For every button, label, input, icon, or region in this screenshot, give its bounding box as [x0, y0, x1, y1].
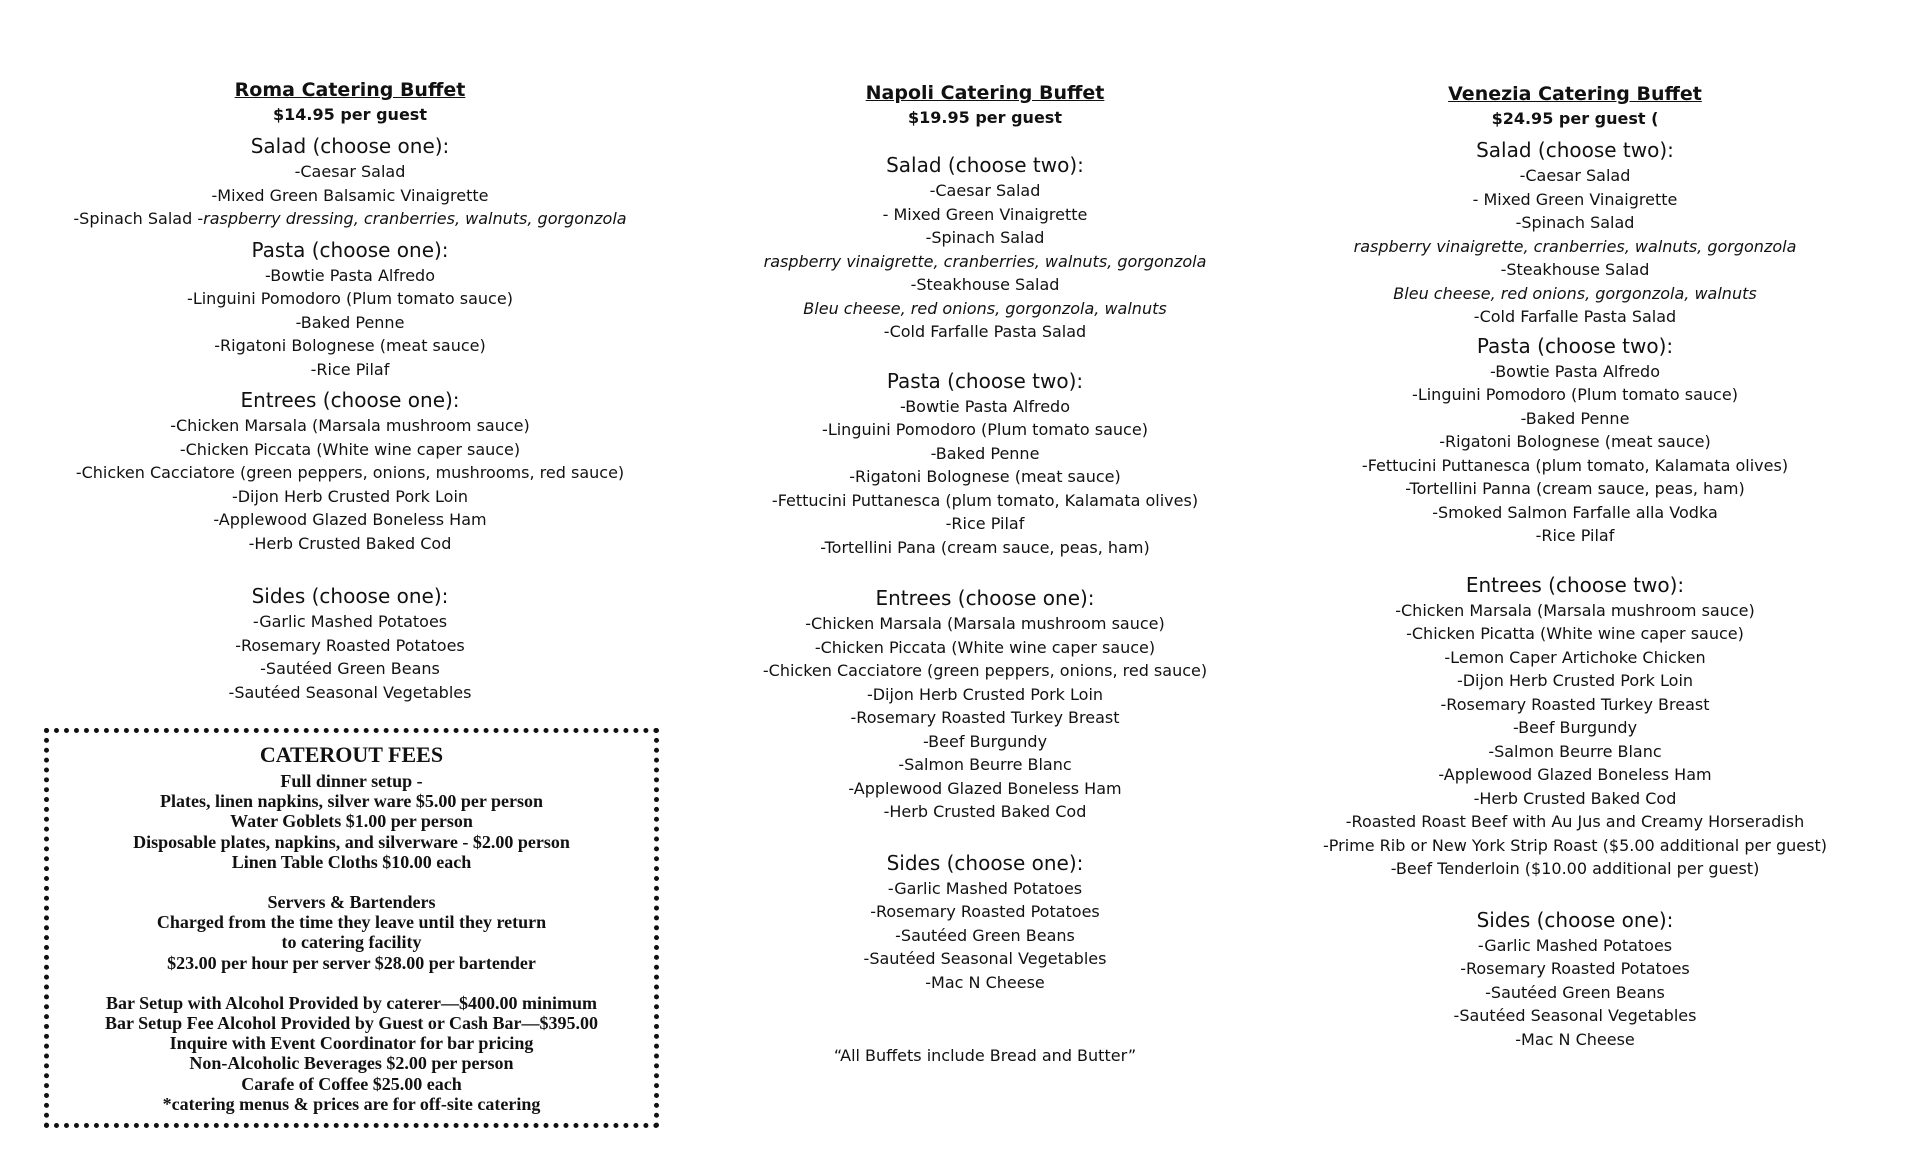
menu-item: -Rice Pilaf: [945, 514, 1025, 533]
menu-item: -Chicken Marsala (Marsala mushroom sauce): [805, 614, 1165, 633]
fee-line: Plates, linen napkins, silver ware $5.00 per person: [159, 791, 544, 812]
napoli-pasta-heading: Pasta (choose two):: [886, 368, 1084, 393]
fee-line: Bar Setup Fee Alcohol Provided by Guest or Cash Bar—$395.00: [104, 1013, 599, 1034]
menu-item: -Rosemary Roasted Potatoes: [1460, 959, 1690, 978]
menu-item: -Lemon Caper Artichoke Chicken: [1444, 647, 1706, 667]
spinach-detail: raspberry dressing, cranberries, walnuts, gorgonzola: [203, 209, 627, 228]
menu-item-note: Bleu cheese, red onions, gorgonzola, walnuts: [803, 298, 1167, 318]
venezia-salad-heading: Salad (choose two):: [1476, 138, 1674, 162]
fee-line: Non-Alcoholic Beverages $2.00 per person: [189, 1053, 514, 1074]
menu-item: -Tortellini Panna (cream sauce, peas, ham): [1405, 479, 1745, 498]
menu-item-note: Bleu cheese, red onions, gorgonzola, walnuts: [1393, 283, 1757, 303]
menu-item: -Linguini Pomodoro (Plum tomato sauce): [822, 420, 1148, 439]
menu-item-note: raspberry vinaigrette, cranberries, walnuts, gorgonzola: [763, 251, 1207, 271]
menu-item: -Smoked Salmon Farfalle alla Vodka: [1432, 502, 1718, 522]
menu-item: -Rosemary Roasted Turkey Breast: [1440, 694, 1710, 714]
roma-price: $14.95 per guest: [273, 105, 427, 124]
fee-line: Bar Setup with Alcohol Provided by caterer—$400.00 minimum: [105, 992, 597, 1013]
venezia-entrees-heading: Entrees (choose two):: [1465, 572, 1685, 597]
menu-item: -Baked Penne: [930, 443, 1040, 463]
menu-item: -Chicken Marsala (Marsala mushroom sauce): [1395, 600, 1755, 620]
napoli-price: $19.95 per guest: [908, 108, 1062, 127]
roma-pasta-heading: Pasta (choose one):: [251, 237, 449, 262]
napoli-sides-heading: Sides (choose one):: [886, 850, 1084, 875]
roma-salad-heading: Salad (choose one):: [250, 134, 450, 158]
menu-item: -Herb Crusted Baked Cod: [248, 533, 452, 553]
menu-item: -Dijon Herb Crusted Pork Loin: [866, 684, 1104, 704]
menu-item: -Sautéed Green Beans: [260, 659, 440, 678]
menu-item: -Sautéed Seasonal Vegetables: [228, 682, 472, 702]
menu-item: -Spinach Salad: [1515, 213, 1635, 232]
fees-title: CATEROUT FEES: [259, 742, 444, 767]
menu-item: -Sautéed Green Beans: [1485, 982, 1665, 1002]
roma-entrees-heading: Entrees (choose one):: [240, 388, 460, 412]
bread-butter-note: “All Buffets include Bread and Butter”: [833, 1046, 1137, 1065]
menu-item: -Spinach Salad: [925, 228, 1045, 247]
menu-item: -Sautéed Seasonal Vegetables: [1453, 1006, 1697, 1025]
fee-line: Inquire with Event Coordinator for bar pricing: [169, 1033, 534, 1054]
venezia-title: Venezia Catering Buffet: [1448, 83, 1702, 105]
menu-item: -Applewood Glazed Boneless Ham: [1438, 765, 1712, 784]
menu-item: -Dijon Herb Crusted Pork Loin: [1456, 671, 1694, 690]
menu-item: -Bowtie Pasta Alfredo: [265, 265, 435, 285]
venezia-menu-column: [1295, 81, 1855, 1051]
menu-item: -Caesar Salad: [1519, 166, 1631, 185]
menu-item: -Cold Farfalle Pasta Salad: [1473, 307, 1677, 326]
menu-item: -Rigatoni Bolognese (meat sauce): [214, 336, 486, 355]
menu-item: -Herb Crusted Baked Cod: [883, 802, 1087, 821]
fee-line: to catering facility: [281, 932, 422, 953]
menu-item: -Herb Crusted Baked Cod: [1473, 788, 1677, 808]
venezia-sides-heading: Sides (choose one):: [1476, 907, 1674, 932]
menu-item-spinach: -Spinach Salad -raspberry dressing, cranberries, walnuts, gorgonzola: [73, 209, 627, 228]
menu-item: -Sautéed Green Beans: [895, 925, 1075, 945]
menu-item: -Dijon Herb Crusted Pork Loin: [231, 486, 469, 506]
menu-item: -Salmon Beurre Blanc: [898, 755, 1072, 774]
menu-item: -Chicken Piccata (White wine caper sauce): [179, 439, 521, 459]
menu-item: -Caesar Salad: [294, 162, 406, 181]
fee-line: Full dinner setup -: [280, 771, 423, 791]
menu-item-note: raspberry vinaigrette, cranberries, walnuts, gorgonzola: [1353, 236, 1797, 256]
menu-item: -Beef Burgundy: [1512, 718, 1638, 737]
menu-item: -Chicken Marsala (Marsala mushroom sauce): [170, 416, 530, 435]
menu-item: -Caesar Salad: [929, 181, 1041, 200]
menu-item: - Mixed Green Vinaigrette: [1472, 189, 1678, 209]
napoli-title: Napoli Catering Buffet: [865, 82, 1105, 104]
menu-item: -Bowtie Pasta Alfredo: [900, 396, 1070, 416]
menu-item: -Garlic Mashed Potatoes: [1477, 935, 1673, 955]
menu-item: -Fettucini Puttanesca (plum tomato, Kalamata olives): [1361, 455, 1789, 475]
menu-item: -Tortellini Pana (cream sauce, peas, ham): [820, 537, 1150, 557]
fee-line: Disposable plates, napkins, and silverware - $2.00 person: [133, 831, 570, 852]
menu-item: -Rigatoni Bolognese (meat sauce): [1439, 432, 1711, 451]
menu-item: -Mac N Cheese: [1515, 1029, 1635, 1049]
menu-item: -Garlic Mashed Potatoes: [887, 878, 1083, 898]
menu-item: -Steakhouse Salad: [1500, 260, 1650, 279]
menu-item: -Steakhouse Salad: [910, 275, 1060, 294]
menu-item: -Chicken Cacciatore (green peppers, onions, red sauce): [762, 661, 1208, 680]
menu-item: -Mac N Cheese: [925, 972, 1045, 992]
menu-item: -Chicken Picatta (White wine caper sauce): [1406, 624, 1744, 643]
fee-line: Charged from the time they leave until they return: [156, 912, 547, 933]
menu-item: -Rice Pilaf: [1535, 526, 1615, 545]
menu-item: -Applewood Glazed Boneless Ham: [848, 778, 1122, 798]
menu-item: -Linguini Pomodoro (Plum tomato sauce): [1412, 385, 1738, 404]
fee-line: Carafe of Coffee $25.00 each: [241, 1073, 462, 1094]
menu-item: -Applewood Glazed Boneless Ham: [213, 510, 487, 529]
menu-item: -Fettucini Puttanesca (plum tomato, Kalamata olives): [771, 490, 1199, 510]
menu-item: -Chicken Piccata (White wine caper sauce): [814, 637, 1156, 657]
fee-line: *catering menus & prices are for off-site catering: [162, 1093, 541, 1114]
menu-item: -Beef Tenderloin ($10.00 additional per guest): [1390, 859, 1760, 878]
menu-item: -Rosemary Roasted Turkey Breast: [850, 708, 1120, 727]
roma-sides-heading: Sides (choose one):: [251, 584, 449, 608]
menu-item: -Sautéed Seasonal Vegetables: [863, 949, 1107, 968]
menu-item: -Prime Rib or New York Strip Roast ($5.00 additional per guest): [1322, 835, 1827, 855]
fee-line: Linen Table Cloths $10.00 each: [231, 851, 472, 872]
menu-item: -Salmon Beurre Blanc: [1488, 741, 1662, 761]
menu-item: -Baked Penne: [295, 312, 405, 332]
napoli-menu-column: [700, 80, 1270, 994]
venezia-price: $24.95 per guest (: [1491, 109, 1659, 128]
menu-item: -Rosemary Roasted Potatoes: [235, 635, 465, 655]
menu-item: -Roasted Roast Beef with Au Jus and Creamy Horseradish: [1345, 812, 1805, 831]
menu-item: -Linguini Pomodoro (Plum tomato sauce): [187, 289, 513, 308]
menu-item: -Rigatoni Bolognese (meat sauce): [849, 467, 1121, 486]
menu-item: -Chicken Cacciatore (green peppers, onions, mushrooms, red sauce): [75, 463, 625, 482]
menu-item: -Garlic Mashed Potatoes: [252, 612, 448, 631]
fee-line: Servers & Bartenders: [267, 892, 436, 913]
fee-line: $23.00 per hour per server $28.00 per bartender: [167, 952, 536, 973]
caterout-fees-box: [44, 728, 659, 1128]
napoli-entrees-heading: Entrees (choose one):: [875, 586, 1095, 610]
napoli-salad-heading: Salad (choose two):: [886, 153, 1084, 177]
menu-item: -Beef Burgundy: [922, 731, 1048, 751]
menu-item: -Baked Penne: [1520, 408, 1630, 428]
menu-item: -Rice Pilaf: [310, 359, 390, 379]
menu-item: -Mixed Green Balsamic Vinaigrette: [211, 185, 489, 205]
roma-title: Roma Catering Buffet: [234, 79, 466, 101]
menu-item: - Mixed Green Vinaigrette: [882, 204, 1088, 224]
venezia-pasta-heading: Pasta (choose two):: [1476, 333, 1674, 358]
menu-item: -Bowtie Pasta Alfredo: [1490, 361, 1660, 381]
fee-line: Water Goblets $1.00 per person: [230, 811, 473, 832]
roma-menu-column: [60, 77, 640, 704]
menu-item: -Rosemary Roasted Potatoes: [870, 902, 1100, 921]
menu-item: -Cold Farfalle Pasta Salad: [883, 322, 1087, 341]
